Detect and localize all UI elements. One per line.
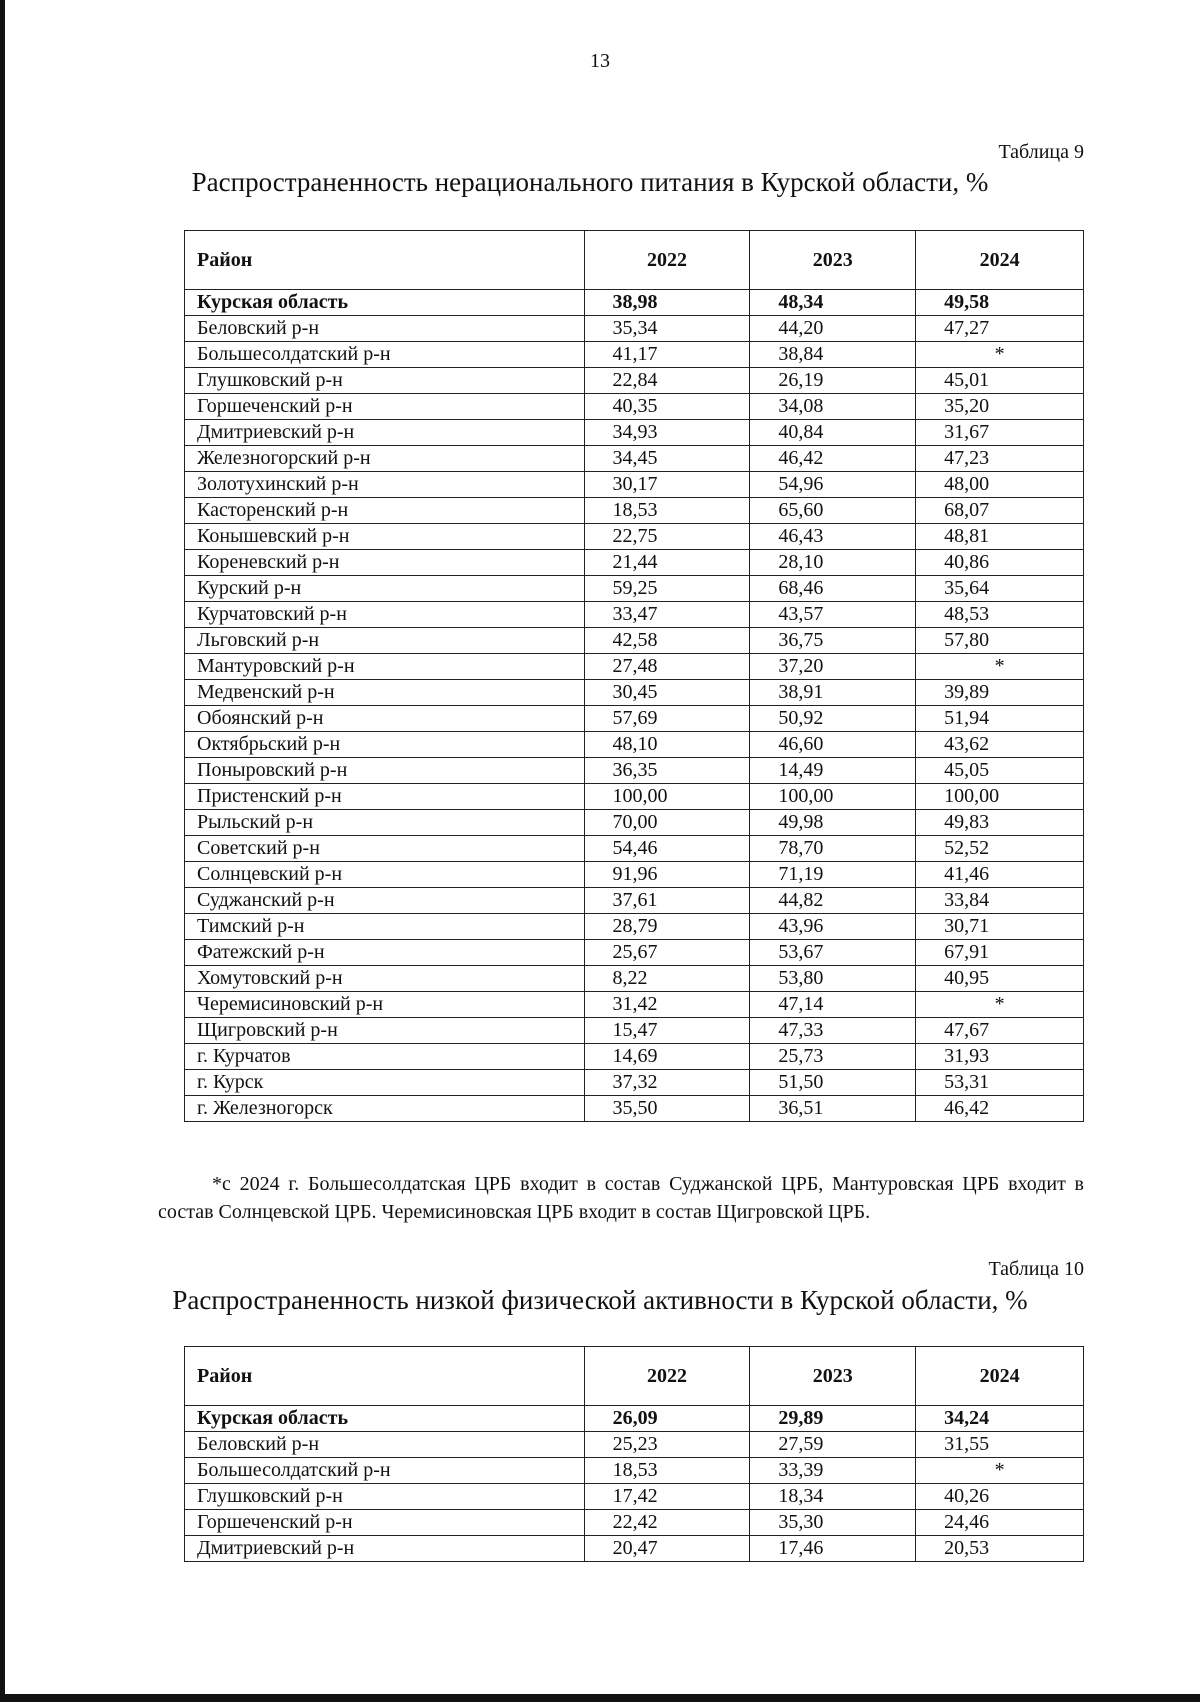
table9-district-cell: Кореневский р-н [185, 550, 585, 576]
table10-value-cell-2023: 17,46 [750, 1536, 916, 1562]
table9-value-cell-2023: 44,20 [750, 316, 916, 342]
table9-value-cell-2024: 31,93 [916, 1044, 1084, 1070]
table10-value-cell-2024: 24,46 [916, 1510, 1084, 1536]
table9-row [185, 472, 1084, 498]
table9-value-cell-2023: 100,00 [750, 784, 916, 810]
table10-district-cell: Большесолдатский р-н [185, 1458, 585, 1484]
table9-value-cell-2023: 46,60 [750, 732, 916, 758]
table9-row [185, 368, 1084, 394]
table10-value-cell-2022: 17,42 [584, 1484, 750, 1510]
table9-district-cell: Советский р-н [185, 836, 585, 862]
table9-row [185, 1096, 1084, 1122]
table9-row [185, 628, 1084, 654]
table9-district-cell: Поныровский р-н [185, 758, 585, 784]
table9-district-cell: Конышевский р-н [185, 524, 585, 550]
table9-value-cell-2023: 38,84 [750, 342, 916, 368]
table9-value-cell-2022: 37,32 [584, 1070, 750, 1096]
table9-value-cell-2023: 43,57 [750, 602, 916, 628]
table9-value-cell-2024: 31,67 [916, 420, 1084, 446]
table9-district-cell: Черемисиновский р-н [185, 992, 585, 1018]
table9-value-cell-2023: 46,42 [750, 446, 916, 472]
table9-value-cell-2023: 49,98 [750, 810, 916, 836]
table9-row [185, 1070, 1084, 1096]
table9-value-cell-2024: 45,05 [916, 758, 1084, 784]
table9-value-cell-2022: 21,44 [584, 550, 750, 576]
table10-header-district: Район [185, 1347, 585, 1406]
table10-value-cell-2023: 18,34 [750, 1484, 916, 1510]
table10-district-cell: Глушковский р-н [185, 1484, 585, 1510]
table10-value-cell-2022: 18,53 [584, 1458, 750, 1484]
table10-district-cell: Дмитриевский р-н [185, 1536, 585, 1562]
table9-value-cell-2022: 34,45 [584, 446, 750, 472]
table9-row [185, 966, 1084, 992]
table9-row [185, 784, 1084, 810]
table9-value-cell-2024: 51,94 [916, 706, 1084, 732]
table9-district-cell: Щигровский р-н [185, 1018, 585, 1044]
table9-value-cell-2022: 35,34 [584, 316, 750, 342]
table9-value-cell-2024: * [916, 654, 1084, 680]
table9-value-cell-2022: 35,50 [584, 1096, 750, 1122]
table10-total-row [185, 1406, 1084, 1432]
table9-district-cell: Курская область [185, 290, 585, 316]
table9-value-cell-2022: 57,69 [584, 706, 750, 732]
table9-district-cell: г. Железногорск [185, 1096, 585, 1122]
table9-row [185, 576, 1084, 602]
table9-value-cell-2022: 37,61 [584, 888, 750, 914]
table9-value-cell-2024: 47,23 [916, 446, 1084, 472]
table10-row [185, 1458, 1084, 1484]
table9-value-cell-2023: 53,67 [750, 940, 916, 966]
table9-row [185, 680, 1084, 706]
table9-value-cell-2023: 38,91 [750, 680, 916, 706]
table10-value-cell-2022: 26,09 [584, 1406, 750, 1432]
table9-value-cell-2023: 44,82 [750, 888, 916, 914]
table9-value-cell-2022: 91,96 [584, 862, 750, 888]
table9-value-cell-2023: 47,33 [750, 1018, 916, 1044]
table9-value-cell-2023: 71,19 [750, 862, 916, 888]
table9-value-cell-2022: 40,35 [584, 394, 750, 420]
table9-district-cell: Дмитриевский р-н [185, 420, 585, 446]
table10-header-2023: 2023 [750, 1347, 916, 1406]
table9-row [185, 836, 1084, 862]
scan-edge-bottom [0, 1694, 1200, 1702]
table9-district-cell: Рыльский р-н [185, 810, 585, 836]
table9-value-cell-2022: 18,53 [584, 498, 750, 524]
table9-district-cell: Беловский р-н [185, 316, 585, 342]
table10-row [185, 1484, 1084, 1510]
table10-value-cell-2022: 25,23 [584, 1432, 750, 1458]
table9-row [185, 732, 1084, 758]
table9-value-cell-2022: 38,98 [584, 290, 750, 316]
table9-header-2023: 2023 [750, 231, 916, 290]
table9-value-cell-2024: 52,52 [916, 836, 1084, 862]
table9-row [185, 1018, 1084, 1044]
table9-value-cell-2023: 26,19 [750, 368, 916, 394]
table9-district-cell: Медвенский р-н [185, 680, 585, 706]
table9-value-cell-2023: 37,20 [750, 654, 916, 680]
table9-value-cell-2022: 48,10 [584, 732, 750, 758]
table9-value-cell-2023: 36,75 [750, 628, 916, 654]
table9-district-cell: Большесолдатский р-н [185, 342, 585, 368]
table9-row [185, 810, 1084, 836]
table9-row [185, 498, 1084, 524]
table9-value-cell-2022: 59,25 [584, 576, 750, 602]
table10-value-cell-2022: 22,42 [584, 1510, 750, 1536]
table9-district-cell: Железногорский р-н [185, 446, 585, 472]
table10 [184, 1346, 1084, 1562]
table9-value-cell-2023: 34,08 [750, 394, 916, 420]
table9-value-cell-2023: 68,46 [750, 576, 916, 602]
table10-header-2022: 2022 [584, 1347, 750, 1406]
table9-value-cell-2022: 41,17 [584, 342, 750, 368]
table10-row [185, 1432, 1084, 1458]
table9-district-cell: г. Курчатов [185, 1044, 585, 1070]
table9-value-cell-2024: 47,67 [916, 1018, 1084, 1044]
table9-value-cell-2023: 36,51 [750, 1096, 916, 1122]
table9-row [185, 602, 1084, 628]
table10-value-cell-2024: 31,55 [916, 1432, 1084, 1458]
table9-row [185, 446, 1084, 472]
table9-value-cell-2022: 8,22 [584, 966, 750, 992]
table9-value-cell-2023: 43,96 [750, 914, 916, 940]
table9-row [185, 992, 1084, 1018]
table9-row [185, 1044, 1084, 1070]
table9-header-2022: 2022 [584, 231, 750, 290]
table9-value-cell-2024: 30,71 [916, 914, 1084, 940]
table10-district-cell: Курская область [185, 1406, 585, 1432]
table9-value-cell-2023: 54,96 [750, 472, 916, 498]
table9-value-cell-2022: 22,84 [584, 368, 750, 394]
table10-value-cell-2023: 27,59 [750, 1432, 916, 1458]
table9-district-cell: Октябрьский р-н [185, 732, 585, 758]
table9-value-cell-2022: 30,17 [584, 472, 750, 498]
table9-value-cell-2024: 35,20 [916, 394, 1084, 420]
table9-value-cell-2024: 40,86 [916, 550, 1084, 576]
table9-district-cell: Обоянский р-н [185, 706, 585, 732]
table9-value-cell-2023: 28,10 [750, 550, 916, 576]
table9-value-cell-2022: 31,42 [584, 992, 750, 1018]
table9-value-cell-2023: 46,43 [750, 524, 916, 550]
table9-value-cell-2024: 46,42 [916, 1096, 1084, 1122]
table10-value-cell-2023: 29,89 [750, 1406, 916, 1432]
table9-value-cell-2022: 27,48 [584, 654, 750, 680]
table9-district-cell: Горшеченский р-н [185, 394, 585, 420]
table9-row [185, 420, 1084, 446]
table10-district-cell: Беловский р-н [185, 1432, 585, 1458]
table10-row [185, 1536, 1084, 1562]
table9-value-cell-2024: 33,84 [916, 888, 1084, 914]
scan-edge-left [0, 0, 5, 1702]
table9-district-cell: Хомутовский р-н [185, 966, 585, 992]
table9-value-cell-2024: * [916, 342, 1084, 368]
table9-value-cell-2024: 48,00 [916, 472, 1084, 498]
table9-district-cell: Пристенский р-н [185, 784, 585, 810]
table9-value-cell-2023: 48,34 [750, 290, 916, 316]
table9-value-cell-2022: 70,00 [584, 810, 750, 836]
table9-value-cell-2024: 53,31 [916, 1070, 1084, 1096]
table9-value-cell-2022: 30,45 [584, 680, 750, 706]
table9-district-cell: Мантуровский р-н [185, 654, 585, 680]
table9-district-cell: Льговский р-н [185, 628, 585, 654]
table9-value-cell-2022: 42,58 [584, 628, 750, 654]
table9-district-cell: Курский р-н [185, 576, 585, 602]
table9-value-cell-2024: 67,91 [916, 940, 1084, 966]
table9-value-cell-2024: 41,46 [916, 862, 1084, 888]
page-number: 13 [590, 50, 610, 72]
table9-value-cell-2023: 14,49 [750, 758, 916, 784]
table9-row [185, 862, 1084, 888]
table9-value-cell-2022: 25,67 [584, 940, 750, 966]
table9-value-cell-2024: 35,64 [916, 576, 1084, 602]
table9-value-cell-2024: 39,89 [916, 680, 1084, 706]
table9-value-cell-2022: 28,79 [584, 914, 750, 940]
table9-value-cell-2023: 47,14 [750, 992, 916, 1018]
table9-value-cell-2022: 54,46 [584, 836, 750, 862]
table9-row [185, 524, 1084, 550]
table9-value-cell-2022: 34,93 [584, 420, 750, 446]
table9-value-cell-2023: 65,60 [750, 498, 916, 524]
table9-district-cell: Глушковский р-н [185, 368, 585, 394]
table9-value-cell-2022: 33,47 [584, 602, 750, 628]
table9-footnote: *с 2024 г. Большесолдатская ЦРБ входит в состав Суджанской ЦРБ, Мантуровская ЦРБ входит в состав Солнцевской ЦРБ. Черемисиновская ЦРБ входит в состав Щигровской ЦРБ. [158, 1173, 1084, 1223]
table9-row [185, 550, 1084, 576]
table9-value-cell-2024: 100,00 [916, 784, 1084, 810]
table9-row [185, 940, 1084, 966]
table9-row [185, 914, 1084, 940]
table9-row [185, 316, 1084, 342]
table9-value-cell-2024: 45,01 [916, 368, 1084, 394]
table9-district-cell: Золотухинский р-н [185, 472, 585, 498]
table9-value-cell-2022: 14,69 [584, 1044, 750, 1070]
table9-district-cell: Тимский р-н [185, 914, 585, 940]
table9-value-cell-2023: 51,50 [750, 1070, 916, 1096]
table9-value-cell-2024: 47,27 [916, 316, 1084, 342]
table9-district-cell: г. Курск [185, 1070, 585, 1096]
table10-header-row [185, 1347, 1084, 1406]
table9-value-cell-2024: 57,80 [916, 628, 1084, 654]
table9-district-cell: Касторенский р-н [185, 498, 585, 524]
table9-header-2024: 2024 [916, 231, 1084, 290]
table9-value-cell-2024: 43,62 [916, 732, 1084, 758]
table9-value-cell-2022: 100,00 [584, 784, 750, 810]
table9-value-cell-2024: 48,53 [916, 602, 1084, 628]
table9-row [185, 654, 1084, 680]
table10-value-cell-2022: 20,47 [584, 1536, 750, 1562]
table9-row [185, 342, 1084, 368]
table9-label: Таблица 9 [998, 141, 1084, 163]
table9-value-cell-2024: 40,95 [916, 966, 1084, 992]
table9-district-cell: Солнцевский р-н [185, 862, 585, 888]
table9-row [185, 888, 1084, 914]
table9-row [185, 394, 1084, 420]
table9-district-cell: Суджанский р-н [185, 888, 585, 914]
table9-district-cell: Курчатовский р-н [185, 602, 585, 628]
table10-title: Распространенность низкой физической активности в Курской области, % [172, 1285, 1028, 1315]
table9-row [185, 758, 1084, 784]
table9-row [185, 706, 1084, 732]
table9-value-cell-2022: 36,35 [584, 758, 750, 784]
table9-value-cell-2024: 49,58 [916, 290, 1084, 316]
table9-value-cell-2023: 78,70 [750, 836, 916, 862]
table9-district-cell: Фатежский р-н [185, 940, 585, 966]
table9-value-cell-2023: 53,80 [750, 966, 916, 992]
table10-row [185, 1510, 1084, 1536]
table9-value-cell-2024: * [916, 992, 1084, 1018]
table9-header-district: Район [185, 231, 585, 290]
table9-header-row [185, 231, 1084, 290]
table9-value-cell-2023: 25,73 [750, 1044, 916, 1070]
table10-header-2024: 2024 [916, 1347, 1084, 1406]
table9-total-row [185, 290, 1084, 316]
table9-value-cell-2023: 40,84 [750, 420, 916, 446]
table10-value-cell-2024: 34,24 [916, 1406, 1084, 1432]
table9-value-cell-2024: 49,83 [916, 810, 1084, 836]
table9-value-cell-2024: 48,81 [916, 524, 1084, 550]
table9 [184, 230, 1084, 1122]
table9-value-cell-2022: 15,47 [584, 1018, 750, 1044]
table9-value-cell-2022: 22,75 [584, 524, 750, 550]
table10-label: Таблица 10 [988, 1258, 1084, 1280]
table9-title: Распространенность нерационального питания в Курской области, % [191, 167, 989, 197]
table10-value-cell-2023: 35,30 [750, 1510, 916, 1536]
table9-value-cell-2024: 68,07 [916, 498, 1084, 524]
table10-value-cell-2024: 40,26 [916, 1484, 1084, 1510]
table9-value-cell-2023: 50,92 [750, 706, 916, 732]
table10-value-cell-2023: 33,39 [750, 1458, 916, 1484]
table10-value-cell-2024: * [916, 1458, 1084, 1484]
table10-district-cell: Горшеченский р-н [185, 1510, 585, 1536]
table10-value-cell-2024: 20,53 [916, 1536, 1084, 1562]
